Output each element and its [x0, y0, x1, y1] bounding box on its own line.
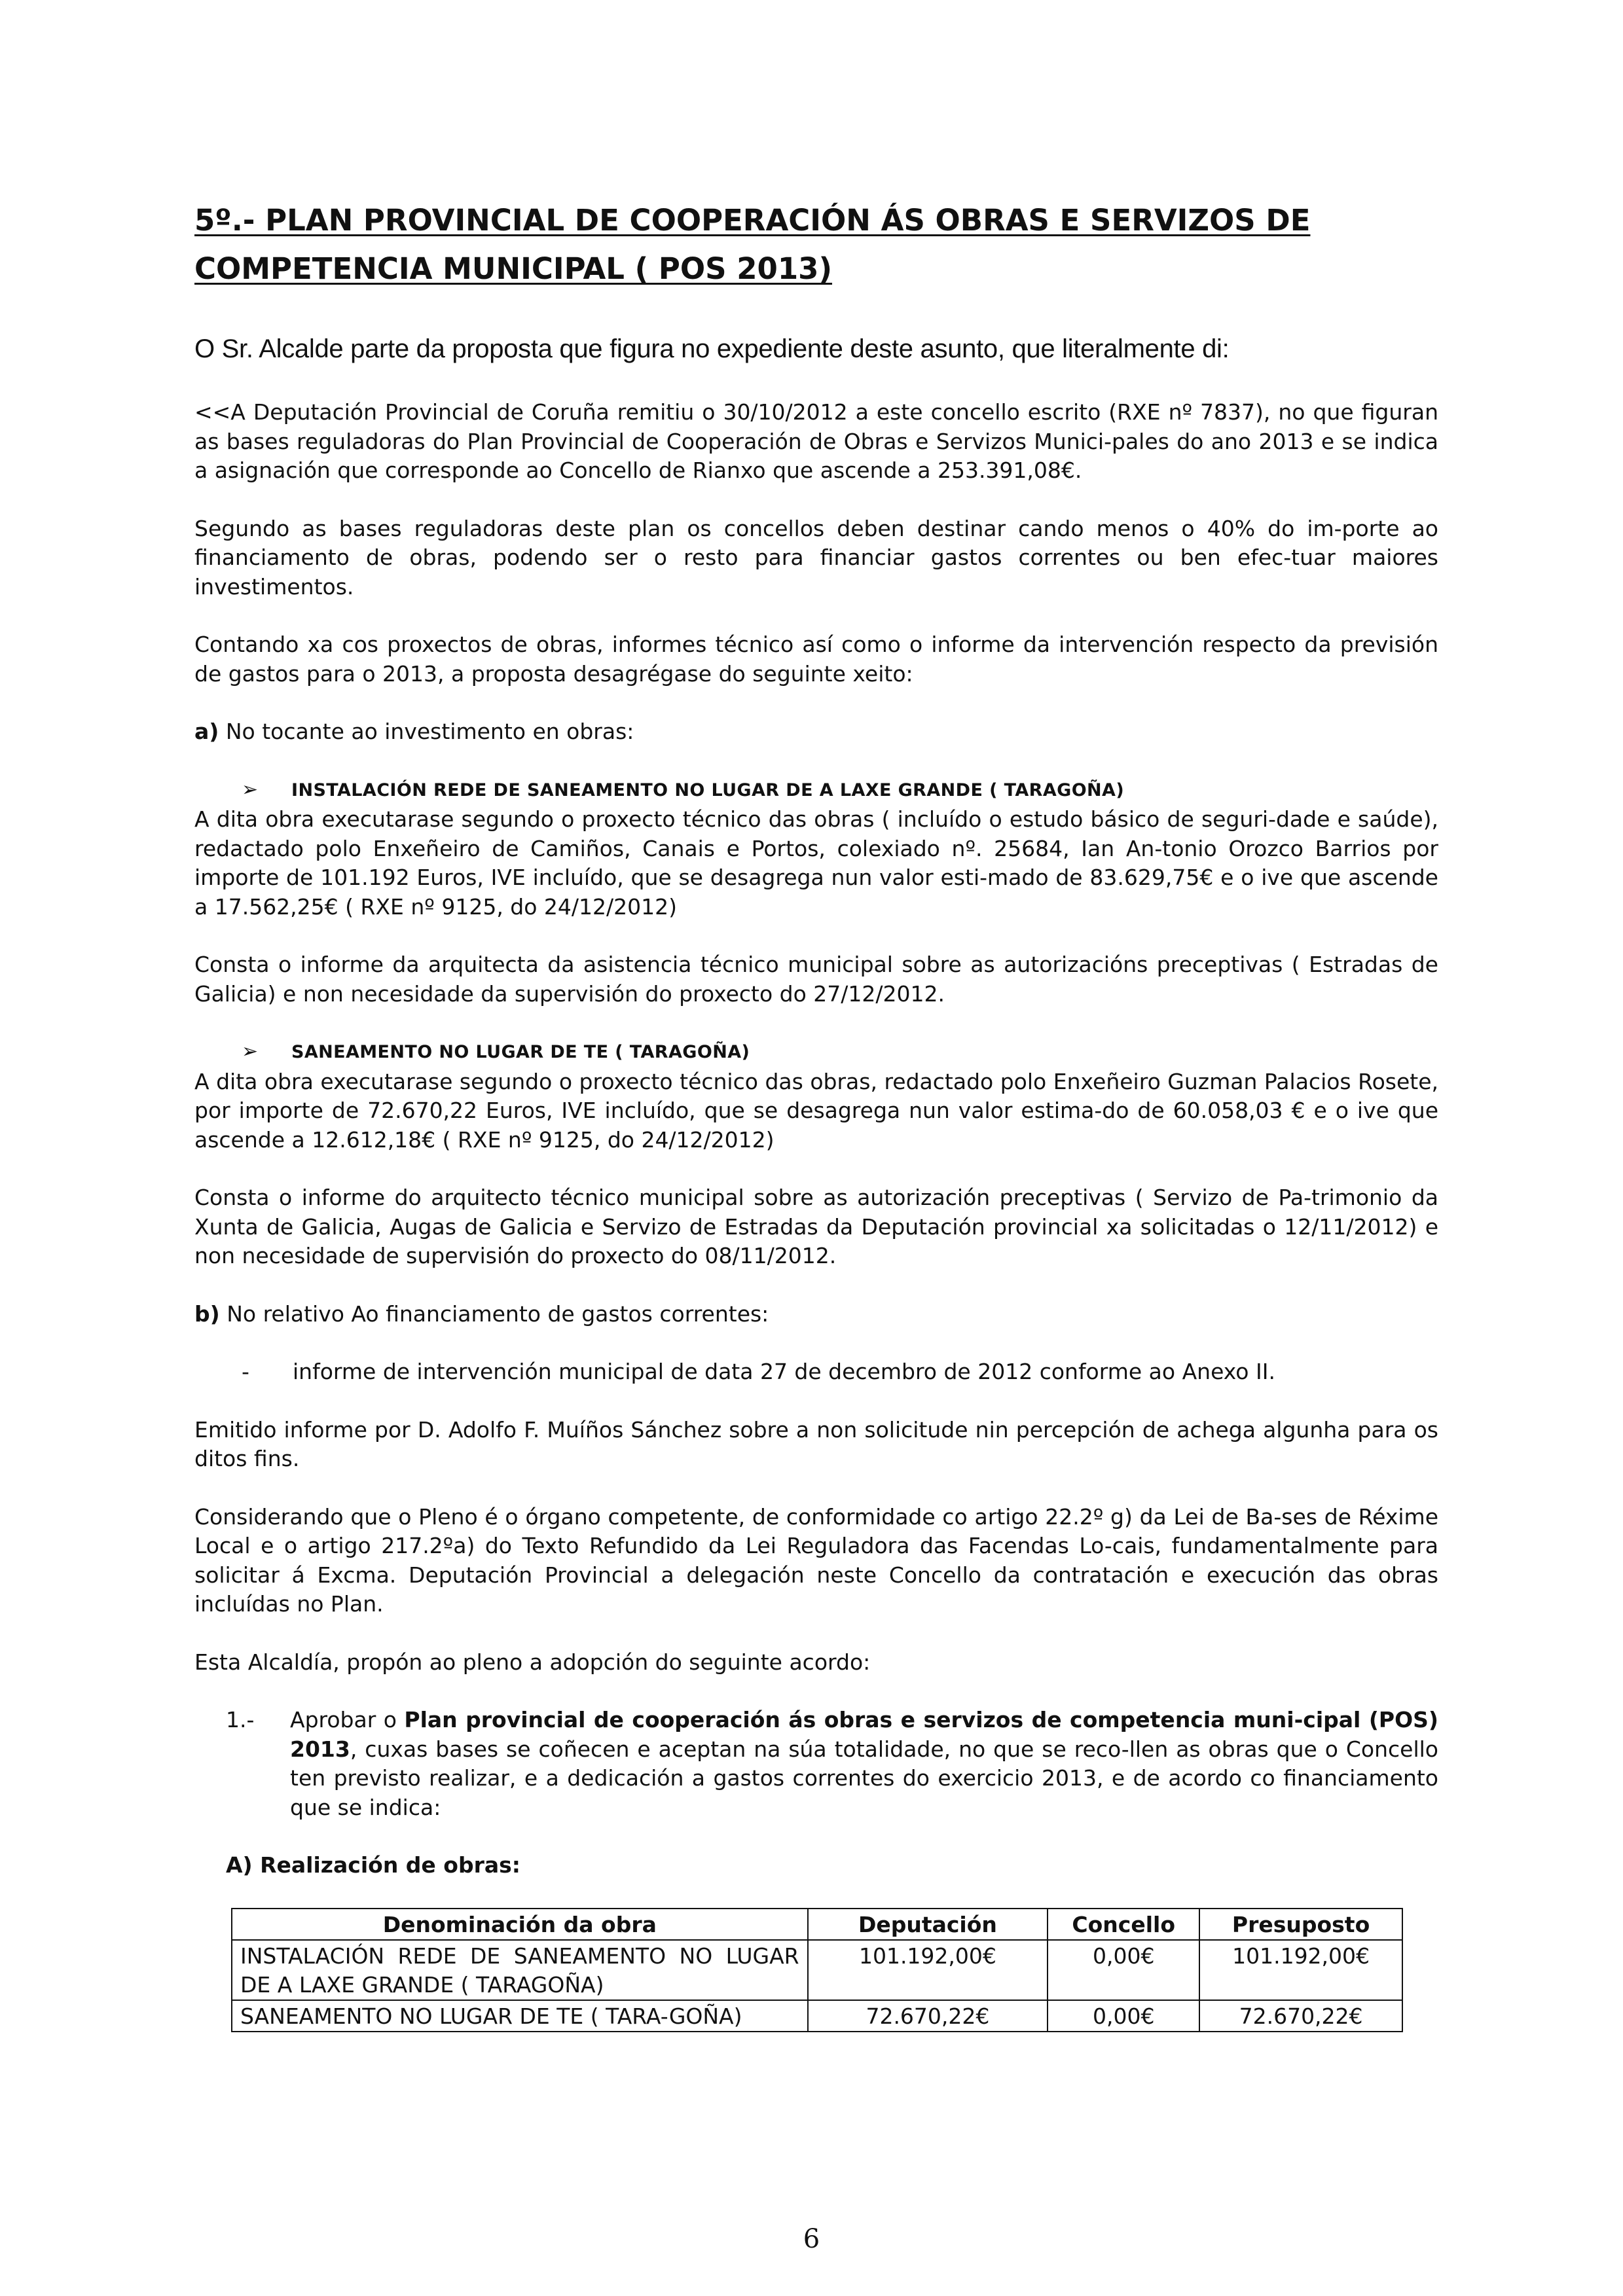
- bullet-note-laxe-grande: Consta o informe da arquitecta da asistencia técnico municipal sobre as autorizacións preceptivas ( Estradas de Galicia) e non necesidade da supervisión do proxecto do 27/12/2012.: [194, 952, 1438, 1007]
- bullet-description-laxe-grande: A dita obra executarase segundo o proxecto técnico das obras ( incluído o estudo básico de seguri-dade e saúde), redactado polo Enxeñeiro de Camiños, Canais e Portos, colexiado nº. 25684, Ian An-tonio Orozco Barrios por importe de 101.192 Euros, IVE incluído, que se desagrega nun valor esti-mado de 83.629,75€ e o ive que ascende a 17.562,25€ ( RXE nº 9125, do 24/12/2012): [194, 806, 1438, 920]
- arrow-bullet-icon: ➢: [242, 1040, 259, 1063]
- section-a-line: [194, 717, 1438, 747]
- dash-bullet: -: [242, 1359, 249, 1384]
- works-table: [231, 1908, 1403, 2032]
- paragraph-alcaldia: Esta Alcaldía, propón ao pleno a adopción do seguinte acordo:: [194, 1649, 871, 1675]
- section-b-label: b): [194, 1300, 220, 1327]
- cell-denominacion: SANEAMENTO NO LUGAR DE TE ( TARA-GOÑA): [232, 2000, 808, 2032]
- bullet-title-laxe-grande: [194, 776, 1438, 806]
- section-heading-line-2: COMPETENCIA MUNICIPAL ( POS 2013): [194, 251, 833, 286]
- dash-list-item: [194, 1357, 1438, 1387]
- bullet-title-te: [194, 1037, 1438, 1067]
- section-b-line: [194, 1300, 1438, 1329]
- agreement-item-1: [194, 1706, 1438, 1822]
- table-row: [232, 2000, 1402, 2032]
- cell-deputacion: 72.670,22€: [808, 2000, 1048, 2032]
- document-body: [194, 398, 1438, 2032]
- agreement-number: 1.-: [226, 1707, 255, 1732]
- header-presuposto: Presuposto: [1199, 1909, 1402, 1940]
- table-header-row: [232, 1909, 1402, 1940]
- cell-denominacion: INSTALACIÓN REDE DE SANEAMENTO NO LUGAR DE A LAXE GRANDE ( TARAGOÑA): [232, 1940, 808, 2000]
- agreement-plan-title: Plan provincial de cooperación ás obras e servizos de competencia muni-cipal (POS) 2013: [290, 1707, 1438, 1762]
- bullet-title-text: SANEAMENTO NO LUGAR DE TE ( TARAGOÑA): [291, 1042, 750, 1062]
- arrow-bullet-icon: ➢: [242, 778, 259, 801]
- cell-concello: 0,00€: [1048, 1940, 1199, 2000]
- page-number: 6: [803, 2224, 820, 2254]
- bullet-title-text: INSTALACIÓN REDE DE SANEAMENTO NO LUGAR DE A LAXE GRANDE ( TARAGOÑA): [291, 780, 1125, 800]
- agreement-text: [290, 1706, 1438, 1822]
- dash-list-text: informe de intervención municipal de data 27 de decembro de 2012 conforme ao Anexo II.: [293, 1359, 1275, 1384]
- bullet-note-te: Consta o informe do arquitecto técnico municipal sobre as autorización preceptivas ( Servizo de Pa-trimonio da Xunta de Galicia, Augas de Galicia e Servizo de Estradas da Deputación provincial xa solicitadas o 12/11/2012) e non necesidade de supervisión do proxecto do 08/11/2012.: [194, 1185, 1438, 1268]
- bullet-description-te: A dita obra executarase segundo o proxecto técnico das obras, redactado polo Enxeñeiro Guzman Palacios Rosete, por importe de 72.670,22 Euros, IVE incluído, que se desagrega nun valor estima-do de 60.058,03 € e o ive que ascende a 12.612,18€ ( RXE nº 9125, do 24/12/2012): [194, 1068, 1438, 1153]
- header-concello: Concello: [1048, 1909, 1199, 1940]
- agreement-text-after: , cuxas bases se coñecen e aceptan na súa totalidade, no que se reco-llen as obras que o Concello ten previsto realizar, e a dedicación a gastos correntes do exercicio 2013, e de acordo co financiamento que se indica:: [290, 1736, 1438, 1820]
- header-deputacion: Deputación: [808, 1909, 1048, 1940]
- header-denominacion: Denominación da obra: [232, 1909, 808, 1940]
- paragraph-emitido: Emitido informe por D. Adolfo F. Muíños Sánchez sobre a non solicitude nin percepción de achega algunha para os ditos fins.: [194, 1416, 1438, 1471]
- section-a-text: No tocante ao investimento en obras:: [219, 719, 634, 744]
- cell-deputacion: 101.192,00€: [808, 1940, 1048, 2000]
- intro-sentence: O Sr. Alcalde parte da proposta que figura no expediente deste asunto, que literalmente di:: [194, 334, 1230, 363]
- paragraph-bases: Segundo as bases reguladoras deste plan os concellos deben destinar cando menos o 40% do im-porte ao financiamento de obras, podendo ser o resto para financiar gastos correntes ou ben efec-tuar maiores investimentos.: [194, 515, 1438, 600]
- section-heading-line-1: 5º.- PLAN PROVINCIAL DE COOPERACIÓN ÁS OBRAS E SERVIZOS DE: [194, 203, 1311, 238]
- paragraph-considerando: Considerando que o Pleno é o órgano competente, de conformidade co artigo 22.2º g) da Lei de Ba-ses de Réxime Local e o artigo 217.2ºa) do Texto Refundido da Lei Reguladora das Facendas Lo-cais, fundamentalmente para solicitar á Excma. Deputación Provincial a delegación neste Concello da contratación e execución das obras incluídas no Plan.: [194, 1503, 1438, 1617]
- works-heading: A) Realización de obras:: [226, 1852, 520, 1878]
- cell-concello: 0,00€: [1048, 2000, 1199, 2032]
- paragraph-proxectos: Contando xa cos proxectos de obras, informes técnico así como o informe da intervención respecto da previsión de gastos para o 2013, a proposta desagrégase do seguinte xeito:: [194, 632, 1438, 687]
- cell-presuposto: 72.670,22€: [1199, 2000, 1402, 2032]
- section-heading: [194, 196, 1438, 293]
- section-b-text: No relativo Ao financiamento de gastos correntes:: [219, 1300, 769, 1327]
- table-row: [232, 1940, 1402, 2000]
- agreement-text-before: Aprobar o: [290, 1707, 405, 1732]
- cell-presuposto: 101.192,00€: [1199, 1940, 1402, 2000]
- paragraph-deputacion: <<A Deputación Provincial de Coruña remitiu o 30/10/2012 a este concello escrito (RXE nº 7837), no que figuran as bases reguladoras do Plan Provincial de Cooperación de Obras e Servizos Munici-pales do ano 2013 e se indica a asignación que corresponde ao Concello de Rianxo que ascende a 253.391,08€.: [194, 399, 1438, 483]
- section-a-label: a): [194, 719, 219, 744]
